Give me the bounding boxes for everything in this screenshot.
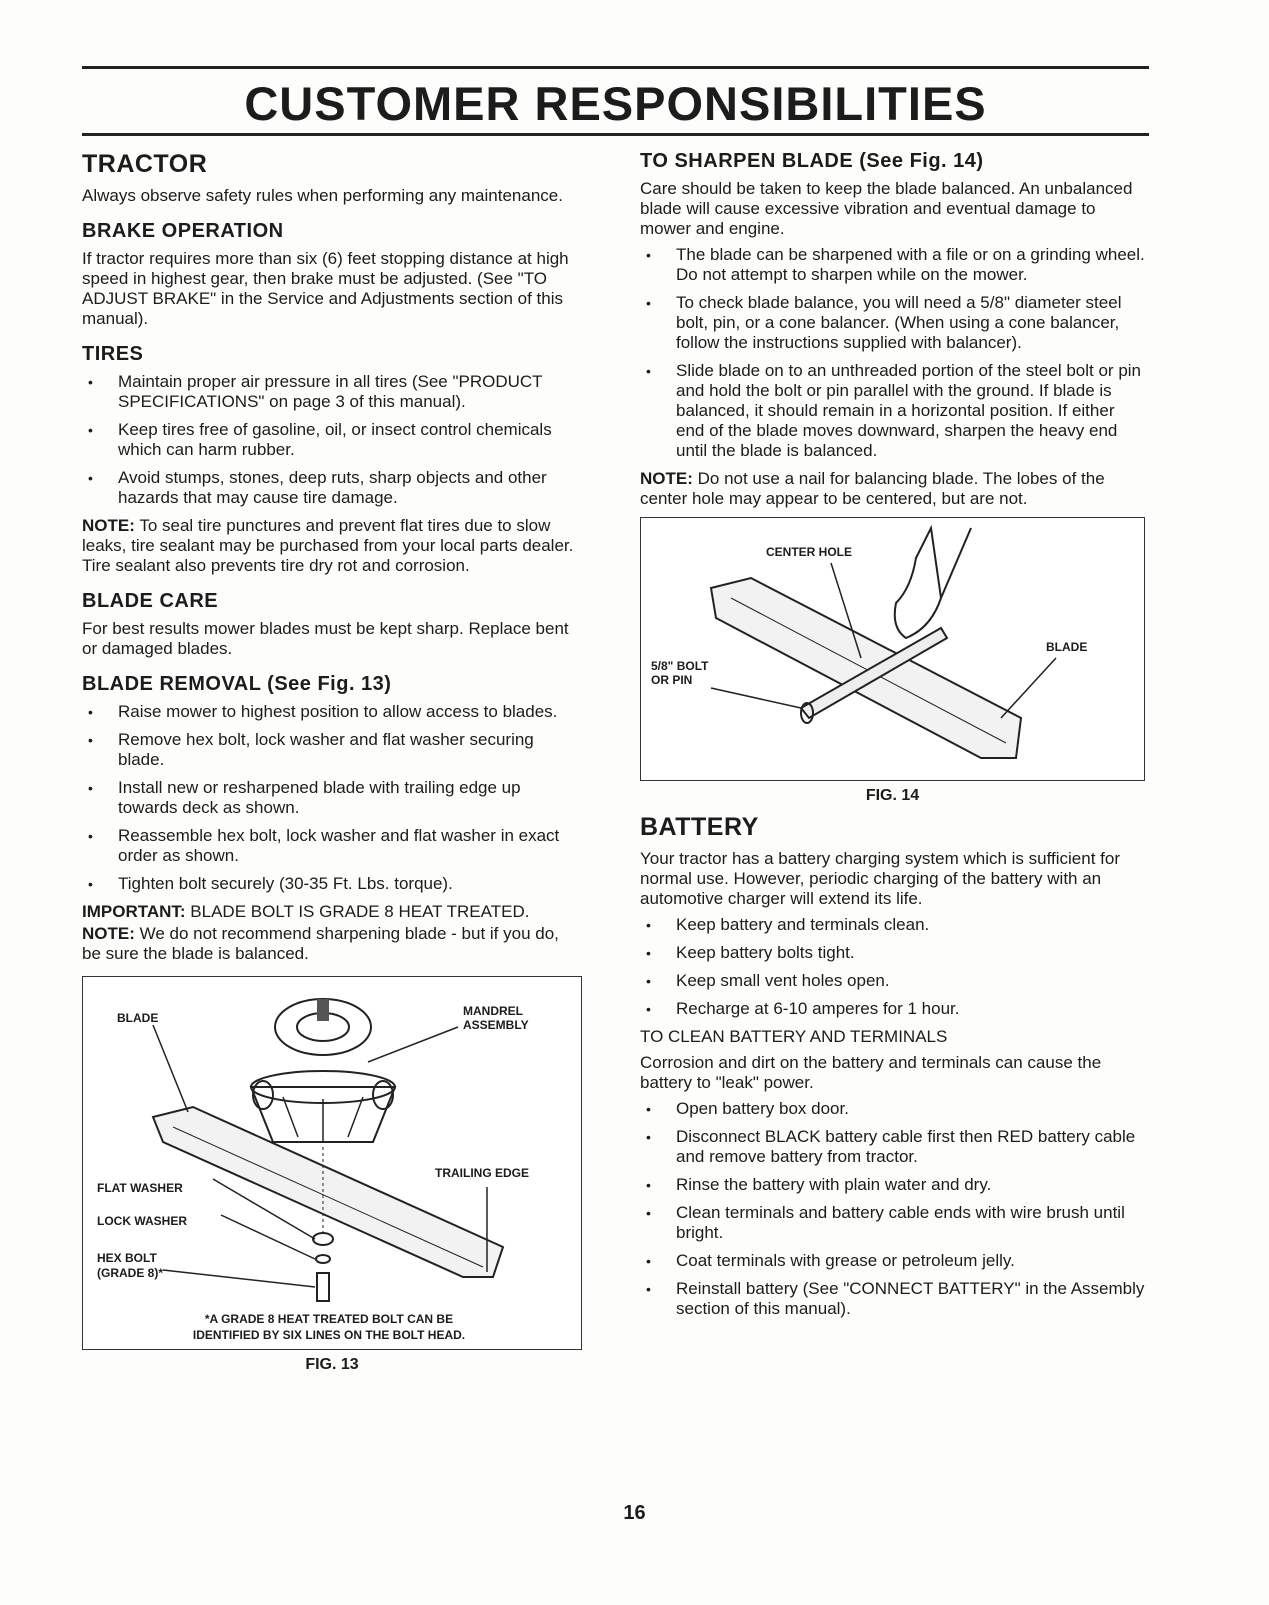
tractor-heading: TRACTOR bbox=[82, 150, 208, 178]
battery-list bbox=[640, 915, 1145, 1019]
title-rule bbox=[82, 133, 1149, 136]
blade-care-text: For best results mower blades must be kept sharp. Replace bent or damaged blades. bbox=[82, 619, 569, 658]
figure-13 bbox=[82, 976, 582, 1350]
fig14-illustration bbox=[641, 518, 1138, 780]
tires-note bbox=[82, 516, 582, 576]
fig14-label-blade: BLADE bbox=[1046, 640, 1088, 654]
blade-care-heading: BLADE CARE bbox=[82, 590, 219, 612]
note-text: Do not use a nail for balancing blade. The lobes of the center hole may appear to be centered, but are not. bbox=[640, 469, 1105, 508]
note-label: NOTE: bbox=[640, 469, 693, 488]
fig13-label-blade: BLADE bbox=[117, 1011, 159, 1025]
fig13-label-hex-bolt-2: (GRADE 8)* bbox=[97, 1266, 164, 1280]
list-item: • Reinstall battery (See "CONNECT BATTERY" in the Assembly section of this manual). bbox=[640, 1279, 1145, 1319]
tractor-intro: Always observe safety rules when performing any maintenance. bbox=[82, 186, 563, 205]
list-item: • Avoid stumps, stones, deep ruts, sharp objects and other hazards that may cause tire damage. bbox=[82, 468, 582, 508]
brake-text: If tractor requires more than six (6) feet stopping distance at high speed in highest gear, then brake must be adjusted. (See "TO ADJUST BRAKE" in the Service and Adjustments section of this manual). bbox=[82, 249, 569, 328]
list-item: • Clean terminals and battery cable ends with wire brush until bright. bbox=[640, 1203, 1145, 1243]
list-item: • Keep small vent holes open. bbox=[640, 971, 1145, 991]
fig14-label-bolt-1: 5/8" BOLT bbox=[651, 659, 709, 673]
list-item: • Slide blade on to an unthreaded portion of the steel bolt or pin and hold the bolt or pin parallel with the ground. If blade is balanced, it should remain in a horizontal position. If either end of the blade moves downward, sharpen the heavy end until the blade is balanced. bbox=[640, 361, 1145, 461]
top-rule bbox=[82, 66, 1149, 69]
fig13-footnote-1: *A GRADE 8 HEAT TREATED BOLT CAN BE bbox=[204, 1312, 454, 1326]
clean-battery-list bbox=[640, 1099, 1145, 1319]
right-column bbox=[640, 150, 1145, 1327]
important-text: BLADE BOLT IS GRADE 8 HEAT TREATED. bbox=[190, 902, 530, 921]
sharpen-note bbox=[640, 469, 1145, 509]
page-title: CUSTOMER RESPONSIBILITIES bbox=[244, 77, 987, 130]
tires-heading: TIRES bbox=[82, 343, 144, 365]
list-item: • Keep battery and terminals clean. bbox=[640, 915, 1145, 935]
brake-heading: BRAKE OPERATION bbox=[82, 220, 284, 242]
blade-removal-heading: BLADE REMOVAL (See Fig. 13) bbox=[82, 673, 392, 695]
fig14-caption: FIG. 14 bbox=[865, 787, 920, 804]
list-item: • To check blade balance, you will need a 5/8" diameter steel bolt, pin, or a cone balancer. (When using a cone balancer, follow the instructions supplied with balancer). bbox=[640, 293, 1145, 353]
fig13-label-lock-washer: LOCK WASHER bbox=[97, 1214, 187, 1228]
list-item: • Maintain proper air pressure in all tires (See "PRODUCT SPECIFICATIONS" on page 3 of this manual). bbox=[82, 372, 582, 412]
fig13-footnote-2: IDENTIFIED BY SIX LINES ON THE BOLT HEAD. bbox=[192, 1328, 466, 1342]
list-item: • The blade can be sharpened with a file or on a grinding wheel. Do not attempt to sharpen while on the mower. bbox=[640, 245, 1145, 285]
list-item: • Tighten bolt securely (30-35 Ft. Lbs. torque). bbox=[82, 874, 582, 894]
fig13-label-hex-bolt-1: HEX BOLT bbox=[97, 1251, 157, 1265]
list-item: • Rinse the battery with plain water and dry. bbox=[640, 1175, 1145, 1195]
fig13-caption: FIG. 13 bbox=[305, 1356, 359, 1373]
sharpen-intro: Care should be taken to keep the blade balanced. An unbalanced blade will cause excessive vibration and eventual damage to mower and engine. bbox=[640, 179, 1133, 238]
list-item: • Keep battery bolts tight. bbox=[640, 943, 1145, 963]
figure-14 bbox=[640, 517, 1145, 781]
fig13-label-flat-washer: FLAT WASHER bbox=[97, 1181, 183, 1195]
important-label: IMPORTANT: bbox=[82, 902, 186, 921]
fig13-label-mandrel-1: MANDREL bbox=[463, 1004, 523, 1018]
sharpen-heading: TO SHARPEN BLADE (See Fig. 14) bbox=[640, 150, 984, 172]
fig13-label-trailing-edge: TRAILING EDGE bbox=[435, 1166, 530, 1180]
list-item: • Raise mower to highest position to allow access to blades. bbox=[82, 702, 582, 722]
clean-battery-intro: Corrosion and dirt on the battery and terminals can cause the battery to "leak" power. bbox=[640, 1053, 1102, 1092]
list-item: • Recharge at 6-10 amperes for 1 hour. bbox=[640, 999, 1145, 1019]
blade-removal-list bbox=[82, 702, 582, 894]
list-item: • Open battery box door. bbox=[640, 1099, 1145, 1119]
battery-intro: Your tractor has a battery charging system which is sufficient for normal use. However, periodic charging of the battery with an automotive charger will extend its life. bbox=[640, 849, 1121, 908]
tires-list bbox=[82, 372, 582, 508]
blade-removal-note bbox=[82, 924, 582, 964]
sharpen-list bbox=[640, 245, 1145, 461]
list-item: • Coat terminals with grease or petroleum jelly. bbox=[640, 1251, 1145, 1271]
list-item: • Disconnect BLACK battery cable first then RED battery cable and remove battery from tractor. bbox=[640, 1127, 1145, 1167]
clean-battery-heading: TO CLEAN BATTERY AND TERMINALS bbox=[640, 1027, 948, 1046]
fig13-illustration bbox=[83, 977, 575, 1349]
fig13-label-mandrel-2: ASSEMBLY bbox=[463, 1018, 529, 1032]
note-text: We do not recommend sharpening blade - but if you do, be sure the blade is balanced. bbox=[82, 924, 559, 963]
page-number: 16 bbox=[623, 1502, 646, 1524]
fig14-label-bolt-2: OR PIN bbox=[651, 673, 693, 687]
list-item: • Reassemble hex bolt, lock washer and flat washer in exact order as shown. bbox=[82, 826, 582, 866]
list-item: • Remove hex bolt, lock washer and flat washer securing blade. bbox=[82, 730, 582, 770]
note-label: NOTE: bbox=[82, 924, 135, 943]
battery-heading: BATTERY bbox=[640, 813, 759, 841]
list-item: • Install new or resharpened blade with trailing edge up towards deck as shown. bbox=[82, 778, 582, 818]
list-item: • Keep tires free of gasoline, oil, or insect control chemicals which can harm rubber. bbox=[82, 420, 582, 460]
fig14-label-center-hole: CENTER HOLE bbox=[766, 545, 853, 559]
important-note bbox=[82, 902, 582, 922]
note-text: To seal tire punctures and prevent flat tires due to slow leaks, tire sealant may be purchased from your local parts dealer. Tire sealant also prevents tire dry rot and corrosion. bbox=[82, 516, 574, 575]
left-column bbox=[82, 150, 582, 1382]
note-label: NOTE: bbox=[82, 516, 135, 535]
